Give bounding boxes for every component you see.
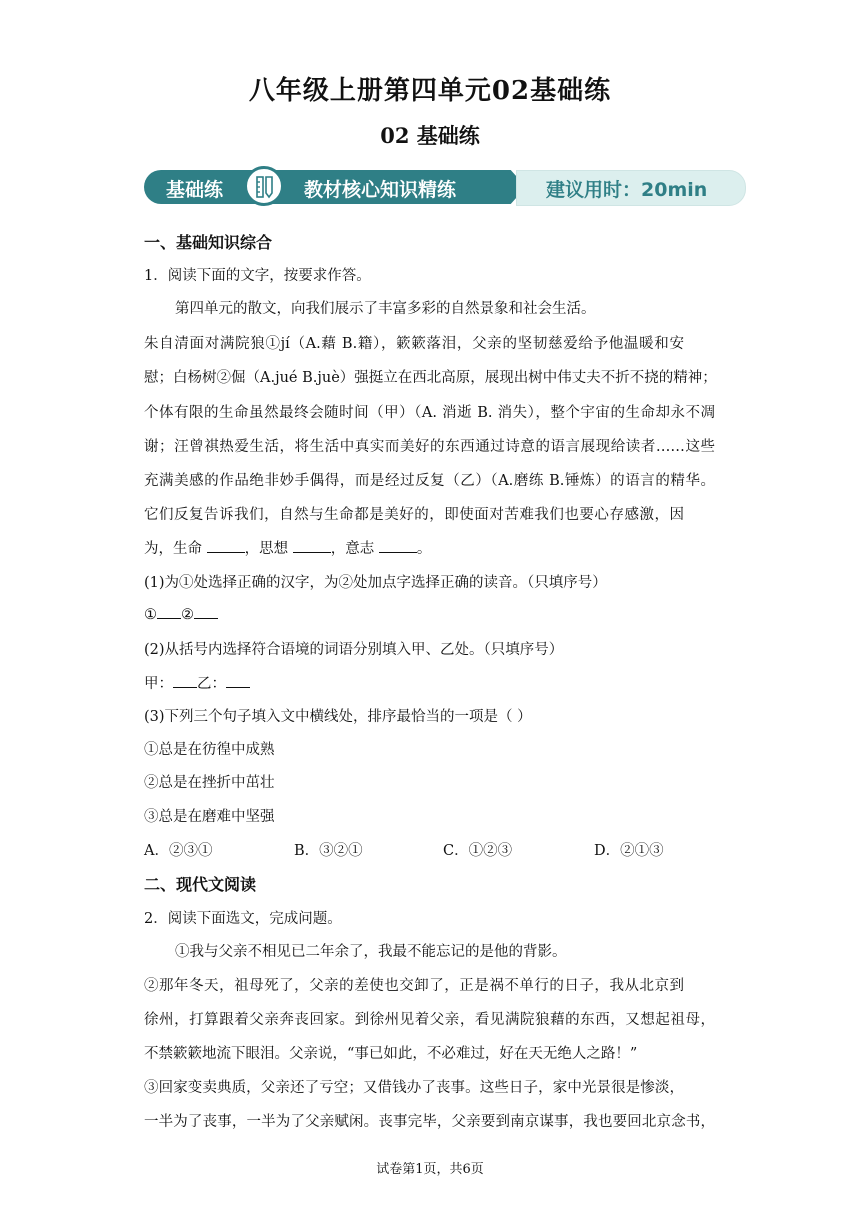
sentence-option: ③总是在磨难中坚强 — [144, 809, 275, 825]
answer-blank[interactable] — [226, 673, 250, 688]
answer-blank[interactable] — [157, 604, 181, 619]
suggested-time: 建议用时：20min — [546, 179, 708, 201]
document-title: 八年级上册第四单元02基础练 — [248, 76, 612, 106]
passage-line: 个体有限的生命虽然最终会随时间（甲）（A. 消逝 B. 消失），整个宇宙的生命却永不凋 — [144, 405, 715, 421]
page-footer: 试卷第1页，共6页 — [376, 1162, 484, 1177]
passage-line: 慰；白杨树②倔（A.jué B.juè）强挺立在西北高原，展现出树中伟丈夫不折不挠的精神； — [144, 370, 717, 386]
answer-blank[interactable] — [173, 673, 197, 688]
sentence-option: ②总是在挫折中茁壮 — [144, 775, 275, 791]
text-fragment: ，意志 — [330, 541, 375, 557]
choice-d[interactable]: D．②①③ — [594, 843, 664, 859]
answer-label: 甲： — [144, 676, 173, 692]
reading-paragraph: 一半为了丧事，一半为了父亲赋闲。丧事完毕，父亲要到南京谋事，我也要回北京念书， — [144, 1114, 715, 1130]
fill-blank[interactable] — [379, 538, 417, 553]
text-fragment: 。 — [416, 541, 432, 557]
sub-question-2: (2)从括号内选择符合语境的词语分别填入甲、乙处。（只填序号） — [144, 642, 564, 658]
passage-line: 朱自清面对满院狼①jí（A.藉 B.籍），簌簌落泪，父亲的坚韧慈爱给予他温暖和安 — [144, 336, 684, 352]
passage-line: 充满美感的作品绝非妙手偶得，而是经过反复（乙）（A.磨练 B.锤炼）的语言的精华。 — [144, 473, 715, 489]
document-subtitle: 02 基础练 — [380, 123, 480, 148]
banner-main-text: 教材核心知识精练 — [304, 179, 457, 201]
sub-question-3: (3)下列三个句子填入文中横线处，排序最恰当的一项是（ ） — [144, 709, 532, 725]
sentence-option: ①总是在彷徨中成熟 — [144, 742, 275, 758]
fill-blank[interactable] — [207, 538, 245, 553]
choice-a[interactable]: A．②③① — [144, 843, 213, 859]
text-fragment: ，思想 — [244, 541, 289, 557]
choice-c[interactable]: C．①②③ — [443, 843, 513, 859]
question-2-intro: 2．阅读下面选文，完成问题。 — [144, 911, 342, 927]
reading-paragraph: ③回家变卖典质，父亲还了亏空；又借钱办了丧事。这些日子，家中光景很是惨淡， — [144, 1080, 684, 1096]
sub-question-1: (1)为①处选择正确的汉字，为②处加点字选择正确的读音。（只填序号） — [144, 575, 607, 591]
passage-line: 第四单元的散文，向我们展示了丰富多彩的自然景象和社会生活。 — [175, 301, 596, 317]
fill-blank[interactable] — [293, 538, 331, 553]
answer-label: 乙： — [197, 676, 226, 692]
reading-paragraph: 徐州，打算跟着父亲奔丧回家。到徐州见着父亲，看见满院狼藉的东西，又想起祖母， — [144, 1012, 715, 1028]
passage-line-with-blanks — [144, 537, 431, 558]
answer-line — [144, 672, 250, 693]
question-1-intro: 1．阅读下面的文字，按要求作答。 — [144, 268, 371, 284]
answer-label: ② — [181, 607, 194, 623]
passage-line: 谢；汪曾祺热爱生活，将生活中真实而美好的东西通过诗意的语言展现给读者……这些 — [144, 439, 715, 455]
section-heading-basics: 一、基础知识综合 — [144, 233, 273, 252]
ruler-pencil-icon — [244, 166, 284, 206]
reading-paragraph: ①我与父亲不相见已二年余了，我最不能忘记的是他的背影。 — [175, 944, 567, 960]
reading-paragraph: ②那年冬天，祖母死了，父亲的差使也交卸了，正是祸不单行的日子，我从北京到 — [144, 978, 684, 994]
text-fragment: 为，生命 — [144, 541, 202, 557]
answer-line — [144, 604, 218, 623]
answer-label: ① — [144, 607, 157, 623]
choice-b[interactable]: B．③②① — [294, 843, 363, 859]
answer-blank[interactable] — [194, 604, 218, 619]
section-banner — [144, 168, 744, 206]
reading-paragraph: 不禁簌簌地流下眼泪。父亲说，“事已如此，不必难过，好在天无绝人之路！” — [144, 1046, 638, 1062]
banner-label: 基础练 — [166, 179, 224, 201]
section-heading-reading: 二、现代文阅读 — [144, 875, 257, 894]
passage-line: 它们反复告诉我们，自然与生命都是美好的，即使面对苦难我们也要心存感激，因 — [144, 507, 684, 523]
